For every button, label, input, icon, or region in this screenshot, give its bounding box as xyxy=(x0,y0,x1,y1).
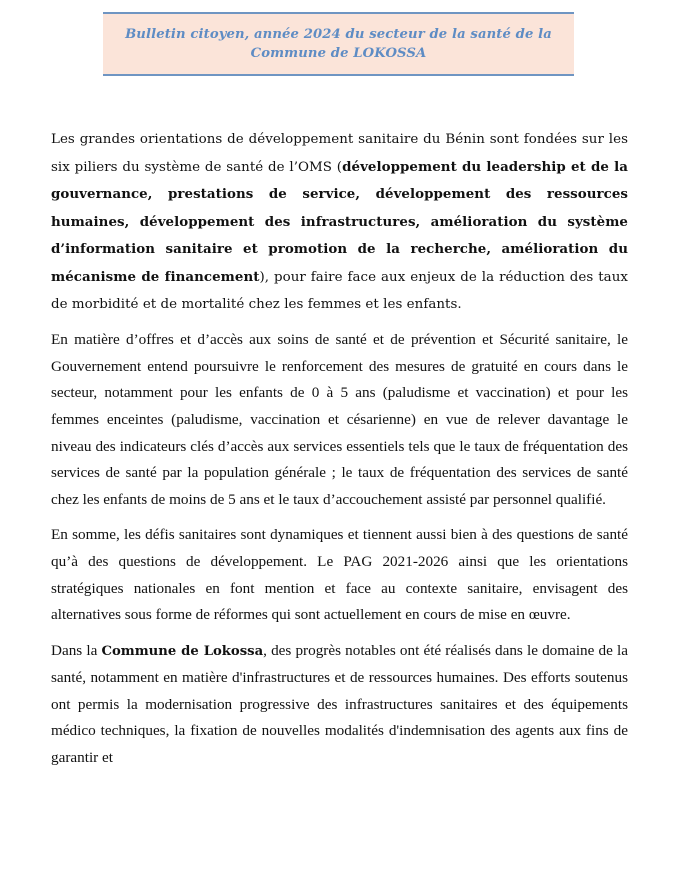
bulletin-header-box xyxy=(103,12,574,76)
document-body xyxy=(51,127,628,781)
paragraph-care-access xyxy=(51,327,628,513)
commune-name-bold-text: Commune de Lokossa xyxy=(101,643,264,659)
paragraph-health-challenges xyxy=(51,522,628,628)
text-segment: Dans la xyxy=(51,641,102,659)
text-segment: ), pour faire face aux enjeux de la réduction des taux de morbidité et de mortalité chez les femmes et les enfants. xyxy=(51,269,628,312)
bulletin-title: Bulletin citoyen, année 2024 du secteur de la santé de la Commune de LOKOSSA xyxy=(125,27,552,61)
text-segment: En somme, les défis sanitaires sont dynamiques et tiennent aussi bien à des questions de santé qu’à des questions de développement. Le PAG 2021-2026 ainsi que les orientations stratégiques nationales en font mention et face au contexte sanitaire, envisagent des alternatives sous forme de réformes qui sont actuellement en cours de mise en œuvre. xyxy=(51,526,628,624)
who-pillars-bold-text: développement du leadership et de la gouvernance, prestations de service, développement des ressources humaines, développement des infrastructures, amélioration du système d’information sanitaire et promotion de la recherche, amélioration du mécanisme de financement xyxy=(51,158,629,285)
text-segment: En matière d’offres et d’accès aux soins de santé et de prévention et Sécurité sanitaire, le Gouvernement entend poursuivre le renforcement des mesures de gratuité en cours dans le secteur, notamment pour les enfants de 0 à 5 ans (paludisme et vaccination) et pour les femmes enceintes (paludisme, vaccination et césarienne) en vue de relever davantage le niveau des indicateurs clés d’accès aux services essentiels tels que le taux de fréquentation des services de santé par la population générale ; le taux de fréquentation des services de santé chez les enfants de moins de 5 ans et le taux d’accouchement assisté par personnel qualifié. xyxy=(51,331,628,508)
text-segment: Les grandes orientations de développement sanitaire du Bénin sont fondées sur les six piliers du système de santé de l’OMS ( xyxy=(51,132,628,175)
paragraph-health-orientations xyxy=(51,127,628,318)
text-segment: , des progrès notables ont été réalisés dans le domaine de la santé, notamment en matière d'infrastructures et de ressources humaines. Des efforts soutenus ont permis la modernisation progressive des infrastructures sanitaires et des équipements médico techniques, la fixation de nouvelles modalités d'indemnisation des agents aux fins de garantir et xyxy=(51,641,628,767)
paragraph-lokossa-progress xyxy=(51,638,628,772)
